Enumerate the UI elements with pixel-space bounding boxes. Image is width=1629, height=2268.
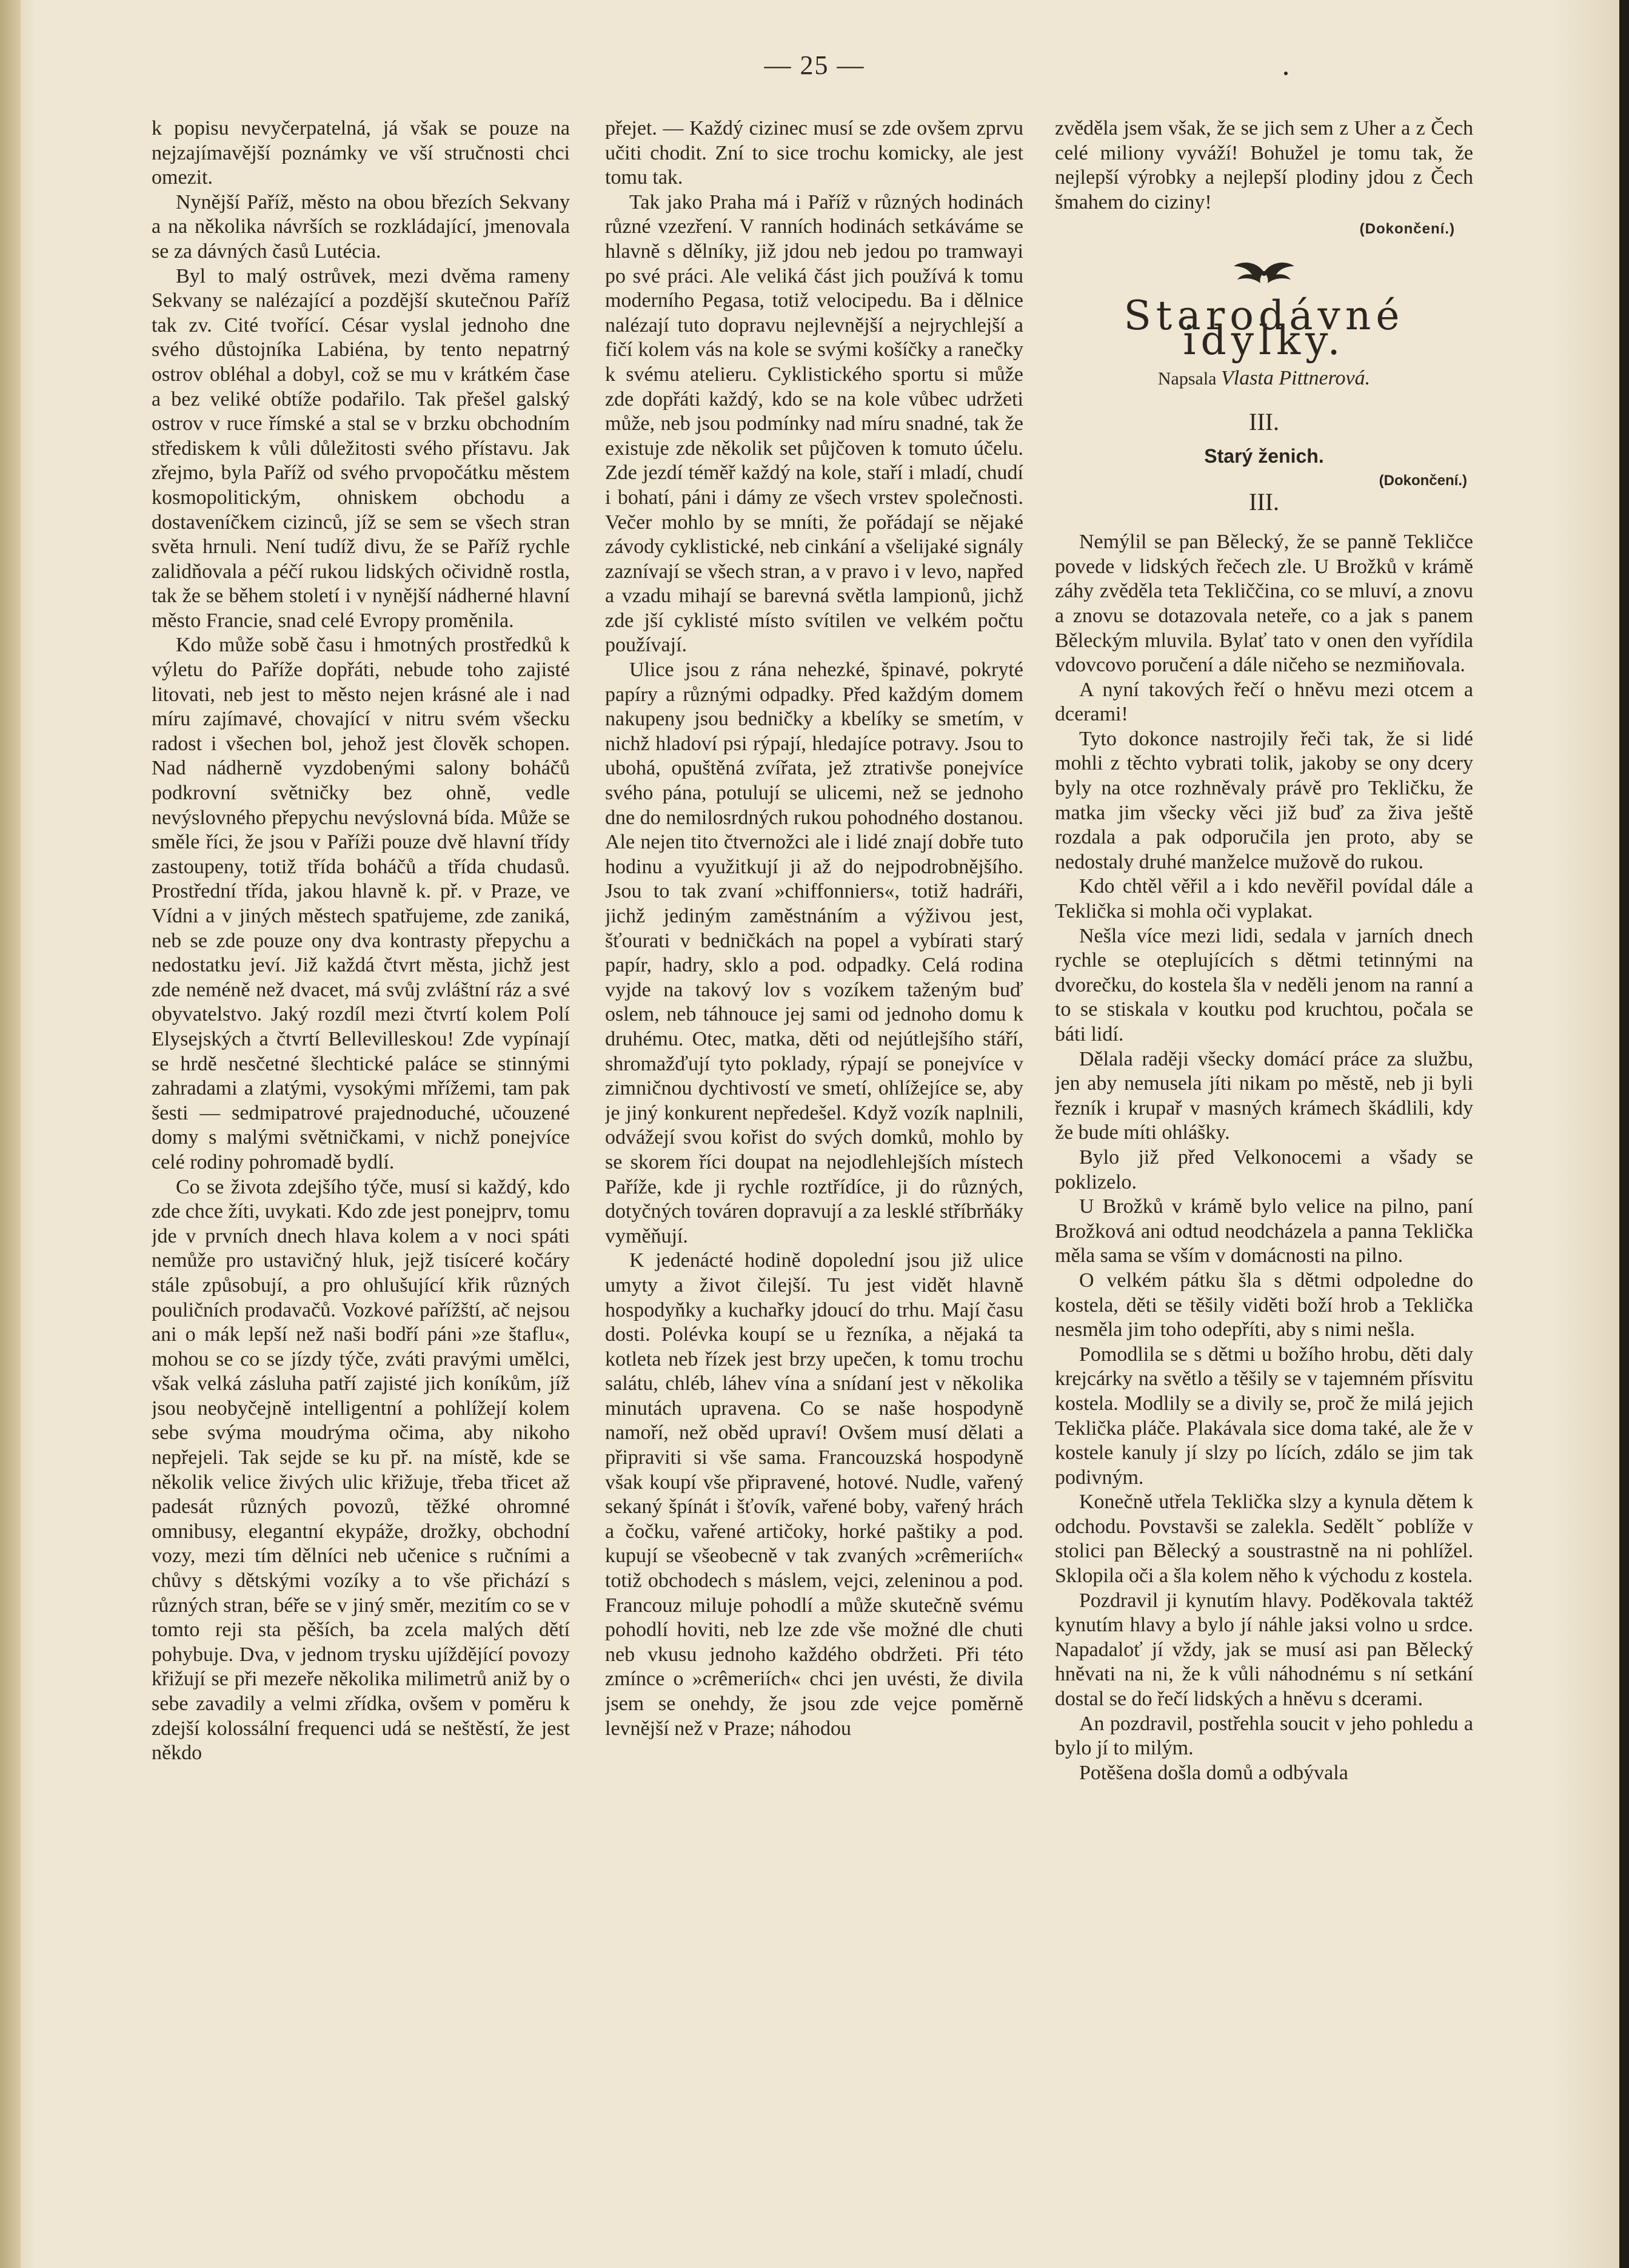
paragraph: O velkém pátku šla s dětmi odpoledne do kostela, děti se těšily viděti boží hrob a Teklička nesměla jim toho odepříti, aby s nimi nešla. bbox=[1055, 1269, 1473, 1341]
byline-prefix: Napsala bbox=[1157, 369, 1217, 389]
paragraph: U Brožků v krámě bylo velice na pilno, paní Brožková ani odtud neodcházela a panna Teklička měla sama se vším v domácnosti na pilno. bbox=[1055, 1195, 1473, 1267]
article-ending: zvěděla jsem však, že se jich sem z Uher a z Čech celé miliony vyváží! Bohužel je tomu tak, že nejlepší výrobky a nejlepší plodiny jdou z Čech šmahem do ciziny! bbox=[1055, 117, 1473, 213]
paragraph: Nemýlil se pan Bělecký, že se panně Tekličce povede v lidských řečech zle. U Brožků v krámě záhy zvěděla teta Tekliččina, co se mluví, a znovu a znovu se dotazovala neteře, co a jak s panem Běleckým mluvila. Bylať tato v onen den vyřídila vdovcovo poručení a dále ničeho se nezmiňovala. bbox=[1055, 531, 1473, 677]
paragraph: Nešla více mezi lidi, sedala v jarních dnech rychle se oteplujících s dětmi tetinnými na dvorečku, do kostela šla v neděli jenom na ranní a to se stiskala v koutku pod kruchtou, počala se báti lidí. bbox=[1055, 924, 1473, 1045]
paragraph: An pozdravil, postřehla soucit v jeho pohledu a bylo jí to milým. bbox=[1055, 1712, 1473, 1760]
paragraph: Pomodlila se s dětmi u božího hrobu, děti daly krejcárky na světlo a těšily se v tajemném přísvitu kostela. Modlily se a divily se, proč že milá jejich Teklička pláče. Plakávala sice doma také, ale že v kostele kanuly jí slzy po lících, zdálo se jim tak podivným. bbox=[1055, 1343, 1473, 1489]
ornament-fleuron-icon bbox=[1228, 259, 1300, 286]
paragraph: Byl to malý ostrůvek, mezi dvěma rameny Sekvany se nalézající a pozdější skutečnou Paříž tak zv. Cité tvořící. César vyslal jednoho dne svého důstojníka Labiéna, by tento nepatrný ostrov obléhal a dobyl, což se mu v krátkém čase a bez veliké obtíže podařilo. Tak přešel galský ostrov v ruce římské a stal se v brzku obchodním střediskem k vůli důležitosti svého přístavu. Jak zřejmo, byla Paříž od svého prvopočátku městem kosmopolitickým, ohniskem obchodu a dostaveníčkem cizinců, jíž se sem se všech stran světa hrnuli. Není tudíž divu, že se Paříž rychle zalidňovala a péčí rukou lidských očividně rostla, tak že se během století i v nynější nádherné hlavní město Francie, snad celé Evropy proměnila. bbox=[152, 264, 570, 632]
continuation-note: (Dokončení.) bbox=[1359, 221, 1455, 238]
story-title: Starodávné idylky. bbox=[1123, 292, 1405, 364]
byline bbox=[1055, 366, 1473, 392]
paragraph: Kdo může sobě času i hmotných prostředků k výletu do Paříže dopřáti, nebude toho zajisté litovati, neb jest to město nejen krásné ale i nad míru zajímavé, chovající v nitru svém všecku radost i všechen bol, jehož jest člověk schopen. Nad nádherně vyzdobenými salony boháčů podkrovní světničky bez ohně, vedle nevýslovného přepychu nevýslovná bída. Může se směle říci, že jsou v Paříži pouze dvě hlavní třídy zastoupeny, totiž třída boháčů a třída chudasů. Prostřední třída, jakou hlavně k. př. v Praze, ve Vídni a v jiných městech spatřujeme, zde zaniká, neb se zde pouze ony dva kontrasty přepychu a nedostatku jeví. Již každá čtvrt města, jichž jest zde neméně než dvacet, má svůj zvláštní ráz a své obyvatelstvo. Jaký rozdíl mezi čtvrtí kolem Polí Elysejských a čtvrtí Bellevilleskou! Zde vypínají se hrdě nesčetné šlechtické paláce se stinnými zahradami a zlatými, vysokými mřížemi, tam pak šesti — sedmipatrové prajednoduché, učouzené domy s malými světničkami, v nichž ponejvíce celé rodiny pohromadě bydlí. bbox=[152, 634, 570, 1173]
paragraph: k popisu nevyčerpatelná, já však se pouze na nejzajímavější poznámky ve vší stručnosti chci omezit. bbox=[152, 117, 570, 189]
paragraph: Potěšena došla domů a odbývala bbox=[1079, 1761, 1348, 1784]
paragraph: A nyní takových řečí o hněvu mezi otcem a dcerami! bbox=[1055, 678, 1473, 726]
chapter-subtitle: Starý ženich. bbox=[1204, 445, 1324, 468]
paragraph: přejet. — Každý cizinec musí se zde ovšem zprvu učiti chodit. Zní to sice trochu komicky, ale jest tomu tak. bbox=[605, 117, 1023, 189]
column-3 bbox=[1055, 116, 1473, 2196]
paragraph: Tyto dokonce nastrojily řeči tak, že si lidé mohli z těchto vybrati tolik, jakoby se ony dcery byly na otce rozhněvaly právě pro Tekličku, že matka jim všecky věci již buď za živa ještě rozdala a pak odporučila jen proto, aby se nedostaly druhé manželce mužově do rukou. bbox=[1055, 727, 1473, 873]
part-number: III. bbox=[1249, 408, 1279, 435]
paragraph: Co se života zdejšího týče, musí si každý, kdo zde chce žíti, uvykati. Kdo zde jest ponejprv, tomu jde v prvních dnech hlava kolem a v noci spáti nemůže pro ustavičný hluk, jejž tisíceré kočáry stále způsobují, a pro ohlušující křik různých pouličních prodavačů. Vozkové pařížští, ač nejsou ani o mák lepší než naši bodří páni »ze štaflu«, mohou se co se jízdy týče, zváti pravými umělci, však velká zásluha patří zajisté jich koníkům, jíž jsou neobyčejně intelligentní a pohlížejí kolem sebe svýma moudrýma očima, aby nikoho nepřejeli. Tak sejde se ku př. na místě, kde se několik velice živých ulic křižuje, třeba třicet až padesát různých povozů, těžké ohromné omnibusy, elegantní ekypáže, drožky, obchodní vozy, mezi tím dělníci neb učenice s ručními a chůvy s dětskými vozíky a to vše přichází s různých stran, béře se v jiný směr, mezitím co se v tomto reji sta pěších, ba zcela malých dětí pohybuje. Dva, v jednom trysku ujíždějící povozy křižují se při mezeře několika milimetrů aniž by o sebe zavadily a velmi zřídka, ovšem v poměru k zdejší kolossální frequenci udá se neštěstí, že jest někdo bbox=[152, 1175, 570, 1765]
paragraph: K jedenácté hodině dopolední jsou již ulice umyty a život čilejší. Tu jest vidět hlavně hospodyňky a kuchařky jdoucí do trhu. Mají času dosti. Polévka koupí se u řezníka, a nějaká ta kotleta neb řízek jest brzy upečen, k tomu trochu salátu, chléb, láhev vína a snídaní jest v několika minutách upravena. Co se naše hospodyně namoří, než oběd upraví! Ovšem musí dělati a připraviti si vše sama. Francouzská hospodyně však koupí vše připravené, hotové. Nudle, vařený sekaný špínát i šťovík, vařené boby, vařený hrách a čočku, vařené artičoky, horké paštiky a pod. kupují se všeobecně v tak zvaných »crêmeriích« totiž obchodech s máslem, vejci, zeleninou a pod. Francouz miluje pohodlí a může skutečně svému pohodlí hoviti, neb lze zde vše možné dle chuti neb vkusu jednoho každého obdržeti. Při této zmínce o »crêmeriích« chci jen uvésti, že divila jsem se onehdy, že jsou zde vejce poměrně levnější než v Praze; náhodou bbox=[605, 1249, 1023, 1740]
part-number-repeat: III. bbox=[1249, 488, 1279, 515]
column-1 bbox=[152, 116, 570, 2196]
page-right-border bbox=[1619, 0, 1629, 2268]
paragraph: Ulice jsou z rána nehezké, špinavé, pokryté papíry a různými odpadky. Před každým domem nakupeny jsou bedničky a kbelíky se smetím, v nichž hladoví psi rýpají, hledajíce potravy. Jsou to ubohá, opuštěná zvířata, jež ztrativše ponejvíce svého pána, potulují se ulicemi, než se jednoho dne do nemilosrdných rukou pohodného dostanou. Ale nejen tito čtvernožci ale i lidé znají dobře tuto hodinu a využitkují ji až do nejpodrobnějšího. Jsou to tak zvaní »chiffonniers«, totiž hadráři, jichž jediným zaměstnáním a výživou jest, šťourati v bedničkách na popel a vybírati starý papír, hadry, sklo a pod. odpadky. Celá rodina vyjde na takový lov s vozíkem taženým buď oslem, neb táhnouce jej sami od jednoho domu k druhému. Otec, matka, děti od nejútlejšího stáří, shromažďují tyto poklady, rýpají se ponejvíce v zimničnou dychtivostí ve smetí, ohlížejíce se, aby je jiný konkurent nepředešel. Když vozík naplnili, odvážejí svou kořist do svých domků, mohlo by se skorem říci doupat na nejodlehlejších místech Paříže, kde ji rychle roztřídíce, ji do různých, dotyčných továren dopravují a za lesklé stříbrňáky vyměňují. bbox=[605, 659, 1023, 1247]
page-left-edge bbox=[0, 0, 21, 2268]
subtitle-continuation-note: (Dokončení.) bbox=[1379, 472, 1467, 489]
page-number: — 25 — bbox=[764, 50, 865, 80]
paragraph: Nynější Paříž, město na obou březích Sekvany a na několika návrších se rozkládající, jmenovala se za dávných časů Lutécia. bbox=[152, 190, 570, 263]
paragraph: Dělala raději všecky domácí práce za službu, jen aby nemusela jíti nikam po městě, neb ji byli řezník i krupař v masných krámech škádlili, kdy že bude míti ohlášky. bbox=[1055, 1047, 1473, 1144]
column-2 bbox=[605, 116, 1023, 2196]
author-name: Vlasta Pittnerová. bbox=[1220, 367, 1371, 390]
paragraph: Kdo chtěl věřil a i kdo nevěřil povídal dále a Teklička si mohla oči vyplakat. bbox=[1055, 875, 1473, 923]
paragraph: Bylo již před Velkonocemi a všady se poklizelo. bbox=[1055, 1146, 1473, 1193]
paragraph: Konečně utřela Teklička slzy a kynula dětem k odchodu. Povstavši se zalekla. Seděltˇ poblíže v stolici pan Bělecký a soustrastně na ni pohlížel. Sklopila oči a šla kolem něho k východu z kostela. bbox=[1055, 1491, 1473, 1588]
paragraph: Tak jako Praha má i Paříž v různých hodinách různé vzezření. V ranních hodinách setkáváme se hlavně s dělníky, již jdou neb jedou po tramwayi po své práci. Ale veliká část jich používá k tomu moderního Pegasa, totiž velocipedu. Ba i dělnice nalézají tuto dopravu nejlevnější a nejrychlejší a fičí kolem vás na kole se svými košíčky a ranečky k svému atelieru. Cyklistického sportu si může zde dopřáti každý, kdo se na kole vůbec udržeti může, neb jsou podmínky nad míru snadné, tak že existuje zde několik set půjčoven k tomuto účelu. Zde jezdí téměř každý na kole, staří i mladí, chudí i bohatí, páni i dámy ze všech vrstev společnosti. Večer mohlo by se mníti, že pořádají se nějaké závody cyklistické, neb cinkání a všelijaké signály zaznívají se všech stran, a v pravo i v levo, napřed a vzadu mihají se barevná světla lampionů, jichž zde jší cyklisté místo svítilen ve velkém počtu používají. bbox=[605, 190, 1023, 657]
paragraph: Pozdravil ji kynutím hlavy. Poděkovala taktéž kynutím hlavy a bylo jí náhle jaksi volno u srdce. Napadaloť jí vždy, jak se musí asi pan Bělecký hněvati na ni, že k vůli náhodnému s ní setkání dostal se do řečí lidských a hněvu s dcerami. bbox=[1055, 1589, 1473, 1711]
